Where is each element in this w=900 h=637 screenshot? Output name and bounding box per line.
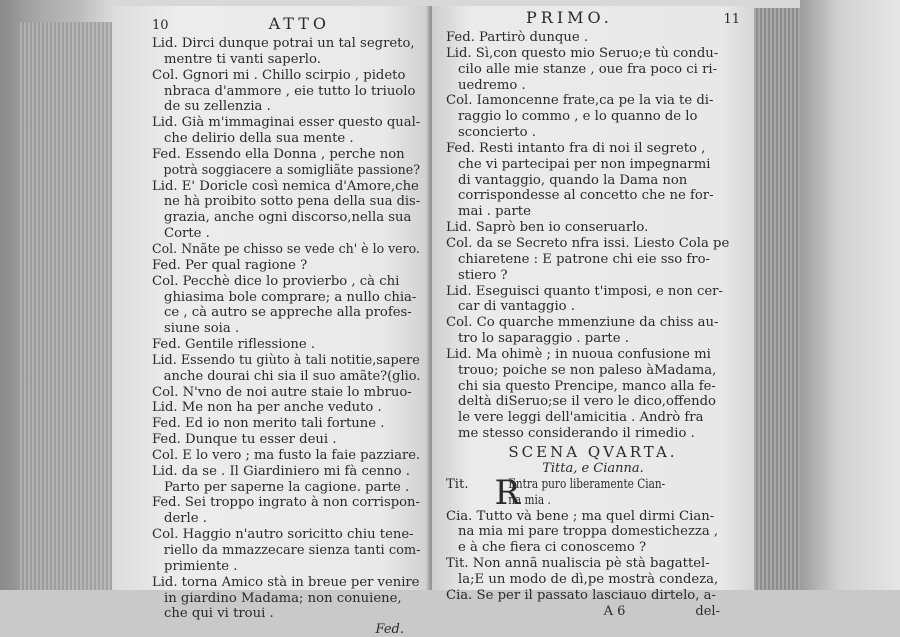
text-line: e à che fiera ci conoscemo ?: [458, 540, 647, 556]
text-line: Col. Nnãte pe chisso se vede ch' è lo vero.: [152, 241, 420, 257]
text-line: Lid. Sì,con questo mio Seruo;e tù condu-: [446, 45, 719, 61]
scene-cast: Titta, e Cianna.: [542, 460, 644, 476]
right-running-head: [446, 8, 740, 30]
text-line: Lid. Già m'immaginai esser questo qual-: [152, 115, 421, 131]
text-line: Col. Iamoncenne frate,ca pe la via te di-: [446, 93, 714, 109]
dropcap-speaker: Tit.: [446, 476, 469, 492]
text-line: Fed. Resti intanto fra di noi il segreto ,: [446, 140, 706, 156]
right-footer: [446, 604, 740, 620]
text-line: tro lo saparaggio . parte .: [458, 331, 629, 347]
right-page-edges: [752, 8, 802, 590]
text-line: Lid. Saprò ben io conseruarlo.: [446, 220, 649, 236]
text-line: corrispondesse al concetto che ne for-: [458, 188, 714, 204]
text-line: Lid. E' Doricle così nemica d'Amore,che: [152, 178, 419, 194]
text-line: Fed. Essendo ella Donna , perche non: [152, 146, 405, 162]
text-line: primiente .: [164, 558, 238, 574]
text-line: Col. E lo vero ; ma fusto la faie pazziare.: [152, 447, 421, 463]
left-running-title: ATTO: [268, 14, 330, 33]
text-line: me stesso considerando il rimedio .: [458, 426, 695, 442]
text-line: che qui vi troui .: [164, 606, 274, 622]
text-line: in giardino Madama; non conuiene,: [164, 590, 402, 606]
right-running-title: PRIMO.: [526, 8, 613, 27]
text-line: de su zellenzia .: [164, 99, 271, 115]
right-catchword: del-: [695, 603, 720, 619]
text-line: nbraca d'ammore , eie tutto lo triuolo: [164, 83, 416, 99]
text-line: uedremo .: [458, 77, 526, 93]
text-line: derle .: [164, 511, 207, 527]
text-line: che vi partecipai per non impegnarmi: [458, 156, 711, 172]
text-line: Fed. Per qual ragione ?: [152, 257, 308, 273]
text-line: Cia. Tutto và bene ; ma quel dirmi Cian-: [446, 508, 715, 524]
text-line: di vantaggio, quando la Dama non: [458, 172, 688, 188]
dropcap-lines: [446, 472, 740, 513]
text-line: na mia mi pare troppa domestichezza ,: [458, 524, 719, 540]
text-line: mentre ti vanti saperlo.: [164, 51, 321, 67]
text-line: che delirio della sua mente .: [164, 131, 354, 147]
text-line: stiero ?: [458, 267, 508, 283]
text-line: mai . parte: [458, 204, 531, 220]
text-line: potrà soggiacere a somigliãte passione?: [163, 162, 421, 178]
text-line: siune soia .: [164, 321, 240, 337]
text-line: cilo alle mie stanze , oue fra poco ci ri-: [458, 61, 718, 77]
text-line: ne hà proibito sotto pena della sua dis-: [163, 194, 421, 210]
text-line: Col. da se Secreto nfra issi. Liesto Cola pe: [446, 235, 730, 251]
left-page: [112, 6, 430, 637]
text-line: Lid. Dirci dunque potrai un tal segreto,: [152, 36, 415, 51]
left-catchword: Fed.: [375, 622, 404, 637]
left-running-head: [152, 14, 420, 36]
left-page-edges: [18, 22, 118, 590]
text-line: Lid. torna Amico stà in breue per venire: [152, 574, 420, 590]
text-line: deltà diSeruo;se il vero le dico,offendo: [458, 394, 716, 410]
text-line: Entra puro liberamente Cian-: [508, 476, 666, 492]
text-line: Lid. Essendo tu giùto à tali notitie,sapere: [152, 352, 420, 368]
dropcap-paragraph: [446, 472, 740, 513]
text-line: Col. Ggnori mi . Chillo scirpio , pideto: [152, 67, 406, 83]
text-line: ghiasima bole comprare; a nullo chia-: [164, 289, 417, 305]
text-line: ce , cà autro se appreche alla profes-: [164, 305, 412, 321]
text-line: Fed. Sei troppo ingrato à non corrispon-: [152, 495, 420, 511]
text-line: Corte .: [164, 226, 210, 242]
text-line: chi sia questo Prencipe, manco alla fe-: [458, 378, 716, 394]
left-page-number: 10: [152, 18, 169, 33]
text-line: Fed. Ed io non merito tali fortune .: [152, 416, 385, 432]
right-page: [432, 6, 754, 619]
scene-title: SCENA QVARTA.: [508, 442, 678, 461]
text-line: na mia .: [508, 492, 551, 508]
text-line: Col. Haggio n'autro soricitto chiu tene-: [152, 527, 414, 543]
background-surface: [800, 0, 900, 590]
text-line: Lid. Me non ha per anche veduto .: [152, 400, 382, 416]
text-line: raggio lo commo , e lo quanno de lo: [458, 109, 698, 125]
signature-mark: A 6: [603, 603, 626, 619]
text-line: Lid. Eseguisci quanto t'imposi, e non cer-: [446, 283, 723, 299]
text-line: Fed. Partirò dunque .: [446, 30, 589, 45]
right-page-number: 11: [723, 12, 740, 27]
text-line: riello da mmazzecare sienza tanti com-: [163, 543, 421, 558]
text-line: anche dourai chi sia il suo amãte?(glio.: [163, 368, 421, 384]
text-line: le vere leggi dell'amicitia . Andrò fra: [458, 410, 704, 426]
text-line: trouo; poiche se non paleso àMadama,: [458, 362, 717, 378]
text-line: Tit. Non annã nualiscia pè stà bagattel-: [446, 556, 710, 572]
text-line: Col. Pecchè dice lo provierbo , cà chi: [152, 273, 400, 289]
text-line: Col. N'vno de noi autre staie lo mbruo-: [152, 384, 412, 400]
text-line: la;E un modo de dì,pe mostrà condeza,: [458, 572, 719, 587]
text-line: car di vantaggio .: [458, 299, 575, 315]
text-line: Fed. Dunque tu esser deui .: [152, 432, 337, 448]
left-text-block: [152, 36, 420, 622]
text-line: Lid. Ma ohimè ; in nuoua confusione mi: [446, 346, 711, 362]
text-line: grazia, anche ogni discorso,nella sua: [164, 210, 412, 226]
dropcap-letter: R: [494, 472, 521, 513]
text-line: chiaretene : E patrone chi eie sso fro-: [458, 251, 711, 267]
text-line: Col. Co quarche mmenziune da chiss au-: [446, 315, 719, 331]
right-text-block: [446, 30, 740, 442]
text-line: Fed. Gentile riflessione .: [152, 337, 316, 353]
text-line: sconcierto .: [458, 125, 536, 141]
text-line: Lid. da se . Il Giardiniero mi fà cenno .: [152, 463, 410, 479]
text-line: Cia. Se per il passato lasciauo dirtelo, a-: [446, 587, 716, 603]
right-text-block-after: [446, 509, 740, 604]
text-line: Parto per saperne la cagione. parte .: [164, 479, 410, 495]
